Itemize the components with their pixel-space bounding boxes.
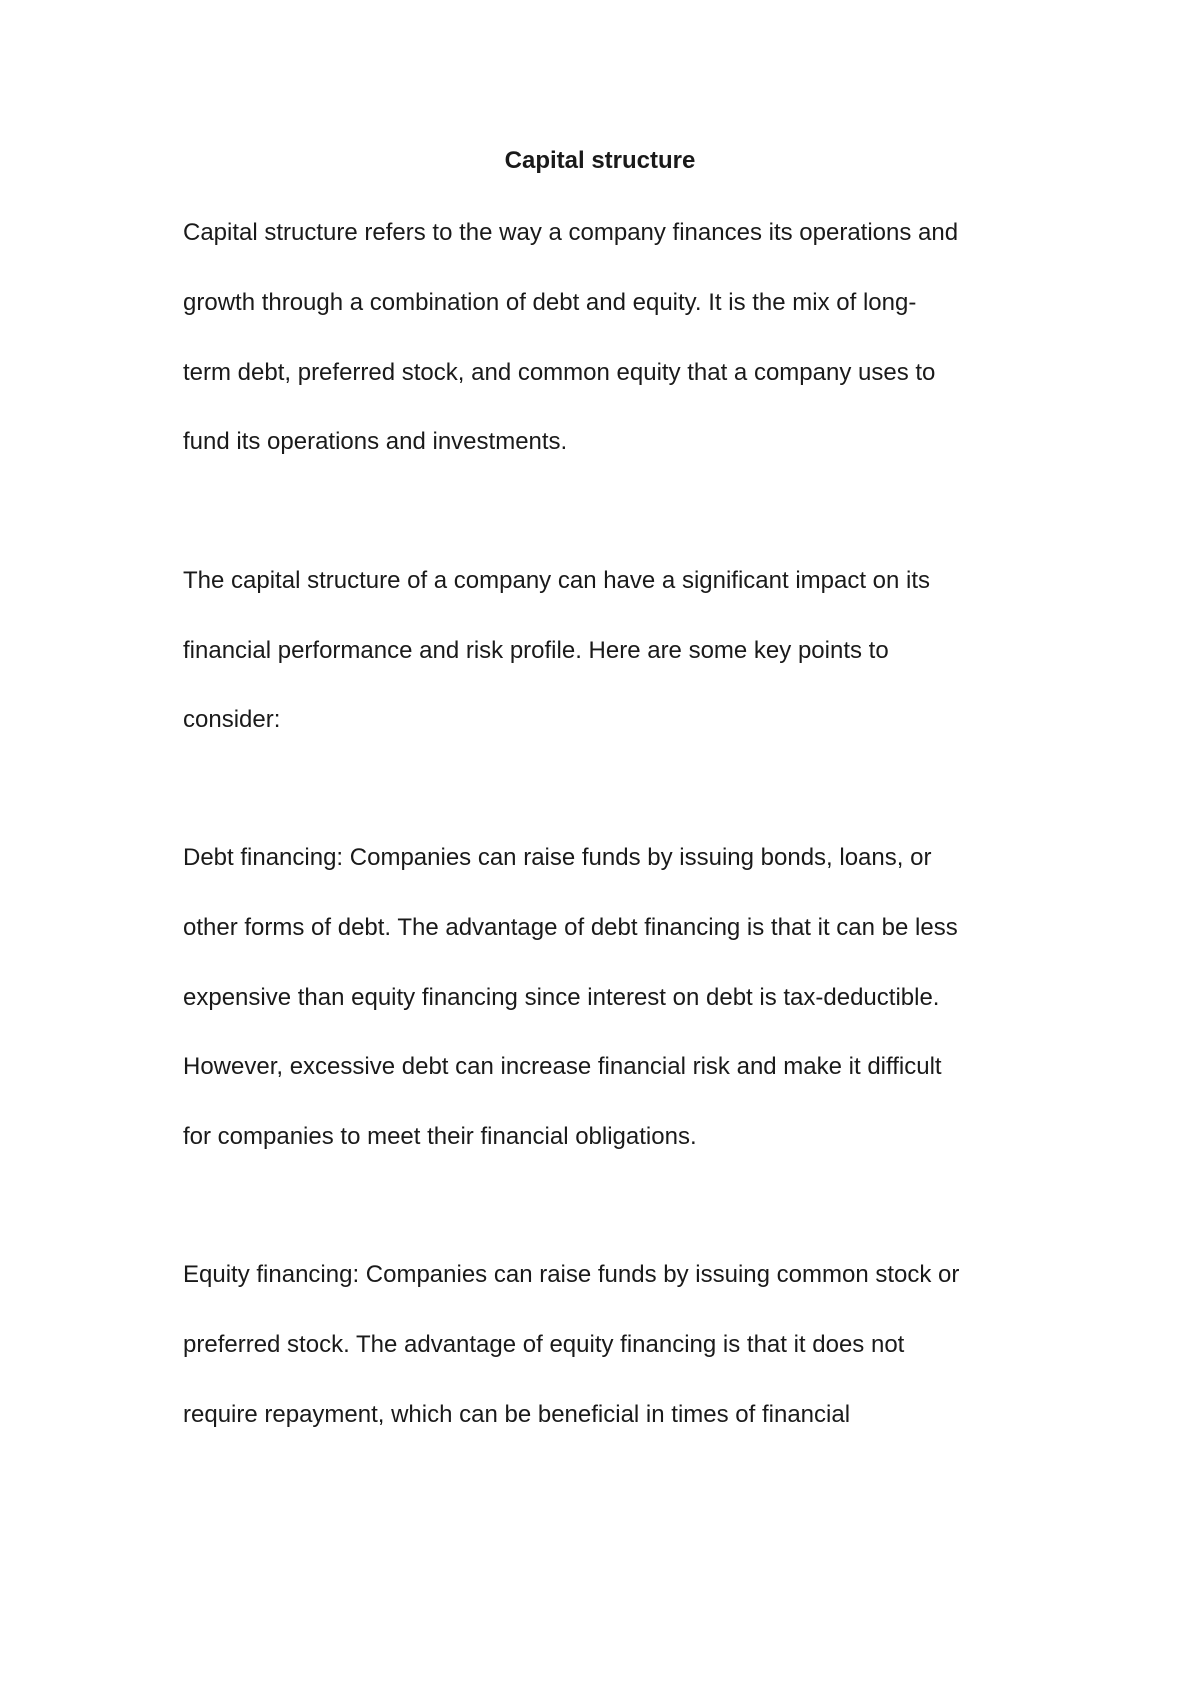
paragraph-3-line-3: expensive than equity financing since interest on debt is tax-deductible. xyxy=(183,984,940,1011)
paragraph-3-line-2: other forms of debt. The advantage of debt financing is that it can be less xyxy=(183,914,958,941)
document-title: Capital structure xyxy=(504,147,696,174)
paragraph-1-line-3: term debt, preferred stock, and common equity that a company uses to xyxy=(183,359,936,386)
paragraph-1-line-2: growth through a combination of debt and equity. It is the mix of long- xyxy=(183,289,917,316)
paragraph-1-line-1: Capital structure refers to the way a company finances its operations and xyxy=(183,219,959,246)
paragraph-1-line-4: fund its operations and investments. xyxy=(183,428,568,455)
paragraph-4-line-2: preferred stock. The advantage of equity financing is that it does not xyxy=(183,1331,905,1358)
paragraph-2-line-1: The capital structure of a company can have a significant impact on its xyxy=(183,567,931,594)
paragraph-2-line-2: financial performance and risk profile. Here are some key points to xyxy=(183,637,889,664)
paragraph-3-line-5: for companies to meet their financial obligations. xyxy=(183,1123,697,1150)
paragraph-2-line-3: consider: xyxy=(183,706,281,733)
paragraph-4-line-3: require repayment, which can be beneficial in times of financial xyxy=(183,1401,851,1428)
paragraph-3-line-1: Debt financing: Companies can raise funds by issuing bonds, loans, or xyxy=(183,844,932,871)
paragraph-4-line-1: Equity financing: Companies can raise funds by issuing common stock or xyxy=(183,1261,960,1288)
paragraph-3-line-4: However, excessive debt can increase financial risk and make it difficult xyxy=(183,1053,942,1080)
